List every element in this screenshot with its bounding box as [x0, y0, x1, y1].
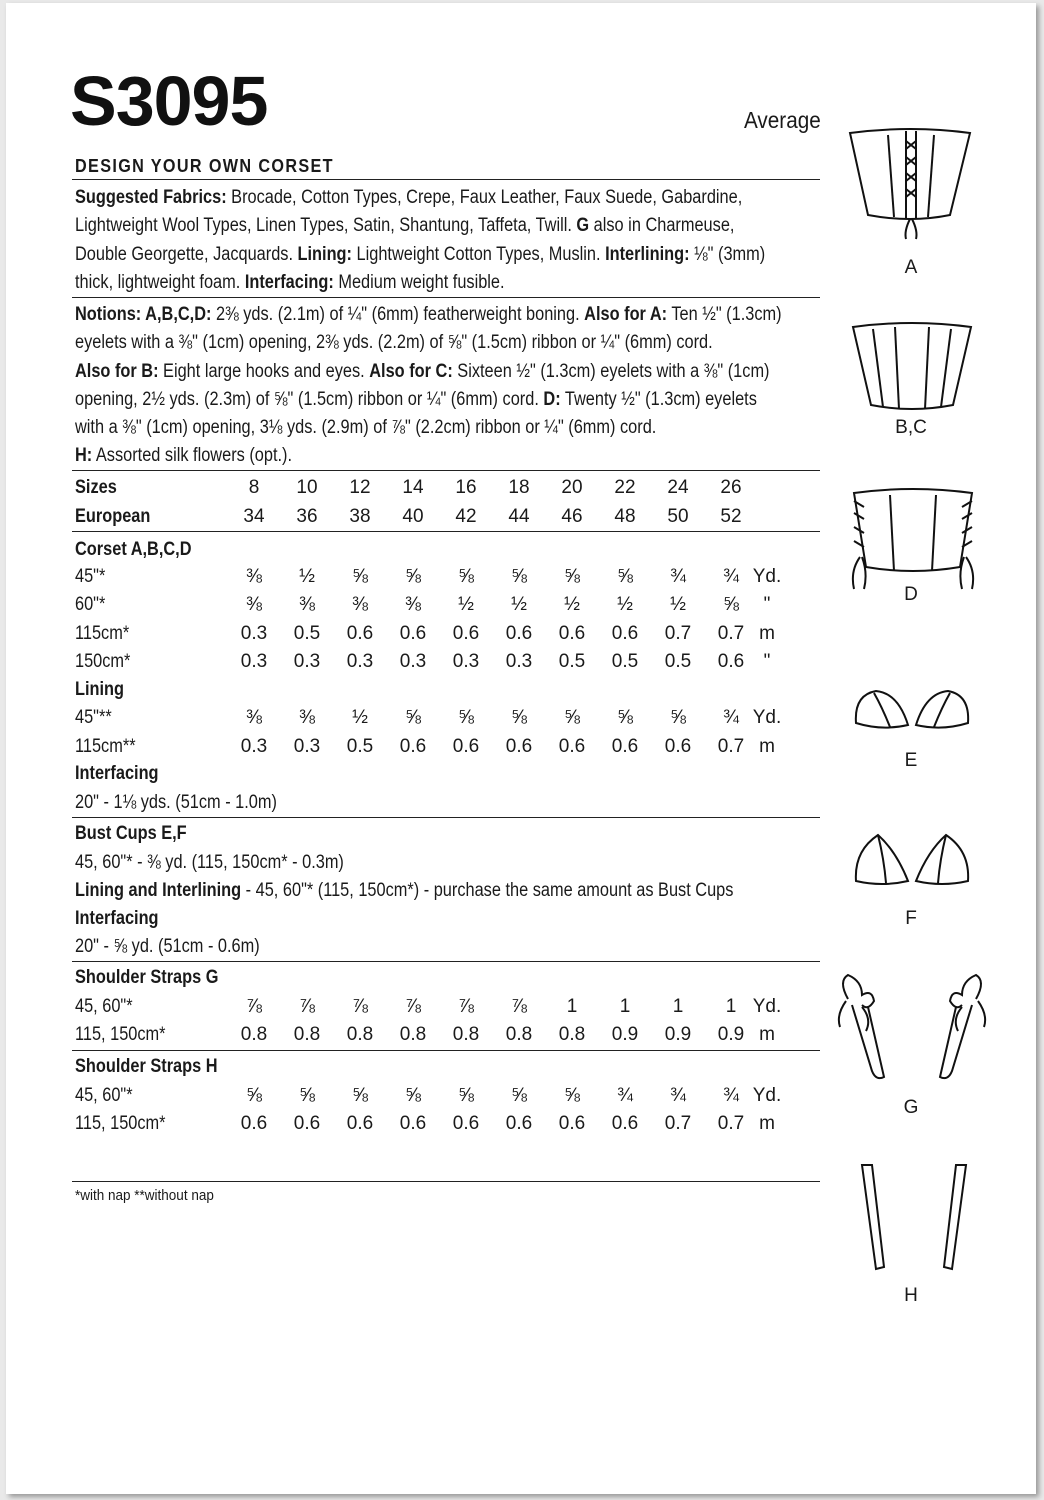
footnote: *with nap **without nap — [75, 1187, 214, 1204]
table-cell: ⅝ — [352, 1085, 368, 1106]
notions-line — [75, 329, 729, 357]
view-label-e: E — [904, 750, 918, 771]
corset-row — [75, 623, 835, 649]
notions-text-run: Twenty ½" (1.3cm) eyelets — [560, 388, 757, 410]
table-cell: 0.6 — [611, 736, 639, 757]
divider — [72, 470, 820, 471]
table-cell: 1 — [566, 996, 578, 1017]
divider — [72, 531, 820, 532]
unit-label: " — [763, 651, 771, 672]
table-cell: ⅝ — [458, 1085, 474, 1106]
table-cell: 0.3 — [293, 736, 321, 757]
table-cell: 0.6 — [293, 1113, 321, 1134]
table-cell: ⅝ — [564, 566, 580, 587]
table-cell: ⅝ — [405, 707, 421, 728]
table-cell: 0.6 — [399, 736, 427, 757]
table-cell: 0.6 — [346, 1113, 374, 1134]
fabrics-text-run: also in Charmeuse, — [589, 215, 735, 237]
interfacing-text: 20" - 1⅛ yds. (51cm - 1.0m) — [75, 792, 277, 813]
table-cell: 0.3 — [505, 651, 533, 672]
suggested-fabrics — [75, 184, 766, 297]
notions-line — [75, 386, 757, 414]
table-cell: ½ — [511, 594, 527, 615]
european-sizes-row-label: European — [75, 506, 151, 527]
view-label-d: D — [904, 584, 918, 605]
table-cell: ⅝ — [405, 1085, 421, 1106]
table-cell: 0.6 — [664, 736, 692, 757]
table-cell: 0.8 — [505, 1024, 533, 1045]
table-cell: ¾ — [670, 1085, 686, 1106]
table-cell: ⅝ — [511, 707, 527, 728]
divider — [72, 961, 820, 962]
table-cell: 46 — [561, 506, 583, 527]
table-cell: 0.6 — [558, 1113, 586, 1134]
table-cell: 0.8 — [346, 1024, 374, 1045]
table-cell: ⅜ — [246, 594, 262, 615]
table-cell: ½ — [458, 594, 474, 615]
table-cell: 12 — [349, 477, 371, 498]
notions-text-run: Assorted silk flowers (opt.). — [92, 445, 293, 467]
notions-bold-run: Also for A: — [584, 304, 668, 325]
table-cell: 0.5 — [293, 623, 321, 644]
table-cell: 0.6 — [717, 651, 745, 672]
unit-label: m — [759, 1113, 775, 1134]
table-cell: ⅞ — [352, 996, 368, 1017]
table-cell: ½ — [670, 594, 686, 615]
table-cell: 0.6 — [399, 623, 427, 644]
corset-view-a-drawing — [846, 127, 976, 247]
table-cell: ⅝ — [511, 566, 527, 587]
bust-cups-heading: Bust Cups E,F — [75, 823, 187, 844]
straps-h-row-label: 45, 60"* — [75, 1085, 133, 1106]
view-label-bc: B,C — [895, 417, 927, 438]
table-cell: ⅜ — [246, 707, 262, 728]
table-cell: ⅜ — [352, 594, 368, 615]
table-cell: 0.9 — [717, 1024, 745, 1045]
lining-row-label: 45"** — [75, 707, 112, 728]
bust-cups-lining-text: - 45, 60"* (115, 150cm*) - purchase the same amount as Bust Cups — [241, 880, 734, 901]
table-cell: 0.3 — [240, 736, 268, 757]
fabrics-text-run: Brocade, Cotton Types, Crepe, Faux Leather, Faux Suede, Gabardine, — [226, 187, 743, 208]
table-cell: 0.5 — [346, 736, 374, 757]
table-cell: ⅝ — [299, 1085, 315, 1106]
table-cell: ⅝ — [458, 707, 474, 728]
notions-text-run: Sixteen ½" (1.3cm) eyelets with a ⅜" (1cm) — [452, 360, 770, 382]
table-cell: 36 — [296, 506, 318, 527]
table-cell: 20 — [561, 477, 583, 498]
fabrics-text-run: Lightweight Wool Types, Linen Types, Satin, Shantung, Taffeta, Twill. — [75, 215, 577, 237]
table-cell: 0.3 — [452, 651, 480, 672]
notions-line — [75, 442, 729, 470]
straps-h-heading: Shoulder Straps H — [75, 1056, 218, 1077]
divider — [72, 179, 820, 180]
table-cell: ⅝ — [723, 594, 739, 615]
table-cell: 52 — [720, 506, 742, 527]
table-cell: 24 — [667, 477, 689, 498]
table-cell: 0.7 — [717, 736, 745, 757]
view-label-f: F — [905, 908, 917, 929]
fit-label: Average — [744, 107, 821, 133]
fabrics-line — [75, 269, 729, 297]
view-label-a: A — [904, 257, 918, 278]
fabrics-bold-run: Interfacing: — [244, 271, 334, 293]
table-cell: ¾ — [617, 1085, 633, 1106]
notions-line — [75, 414, 729, 442]
table-cell: 0.6 — [452, 1113, 480, 1134]
table-cell: 40 — [402, 506, 424, 527]
fabrics-bold-run: Lining: — [297, 243, 352, 265]
table-cell: ⅜ — [299, 594, 315, 615]
table-cell: ⅞ — [511, 996, 527, 1017]
table-cell: 50 — [667, 506, 689, 527]
table-cell: ⅝ — [617, 566, 633, 587]
bust-cups-view-f-drawing — [852, 831, 974, 889]
fabrics-line — [75, 241, 766, 269]
fabrics-bold-run: Suggested Fabrics: — [75, 187, 227, 208]
table-cell: ⅞ — [246, 996, 262, 1017]
fabrics-text-run: thick, lightweight foam. — [75, 271, 245, 293]
table-cell: 0.5 — [611, 651, 639, 672]
table-cell: 0.6 — [558, 736, 586, 757]
table-cell: ½ — [299, 566, 315, 587]
lining-row — [75, 736, 835, 762]
notions-text-run: opening, 2½ yds. (2.3m) of ⅝" (1.5cm) ribbon or ¼" (6mm) cord. — [75, 388, 544, 410]
table-cell: 0.6 — [399, 1113, 427, 1134]
corset-row-label: 60"* — [75, 594, 106, 615]
table-cell: ⅝ — [405, 566, 421, 587]
notions-text-run: with a ⅜" (1cm) opening, 3⅛ yds. (2.9m) of ⅞" (2.2cm) ribbon or ¼" (6mm) cord. — [75, 417, 657, 439]
fabrics-text-run: Medium weight fusible. — [333, 271, 505, 293]
table-cell: 26 — [720, 477, 742, 498]
corset-row-label: 150cm* — [75, 651, 131, 672]
table-cell: 0.5 — [664, 651, 692, 672]
notions-text-run: 2⅜ yds. (2.1m) of ¼" (6mm) featherweight boning. — [211, 304, 585, 325]
table-cell: 0.6 — [611, 1113, 639, 1134]
table-cell: 0.5 — [558, 651, 586, 672]
divider — [72, 1050, 820, 1051]
notions-bold-run: Also for B: — [75, 360, 159, 382]
notions-text-run: Ten ½" (1.3cm) — [667, 304, 782, 325]
notions — [75, 301, 782, 471]
table-cell: 16 — [455, 477, 477, 498]
straps-h-row — [75, 1085, 835, 1111]
table-cell: ⅜ — [405, 594, 421, 615]
notions-line — [75, 301, 782, 329]
divider — [72, 1181, 820, 1182]
straps-g-heading: Shoulder Straps G — [75, 967, 219, 988]
lining-row — [75, 707, 835, 733]
straps-g-row — [75, 996, 835, 1022]
pattern-envelope-back — [6, 3, 1036, 1494]
sizes-row — [75, 477, 835, 503]
bust-cups-interfacing-heading: Interfacing — [75, 908, 159, 929]
table-cell: 0.6 — [505, 1113, 533, 1134]
bust-cups-view-e-drawing — [852, 687, 974, 731]
table-cell: 0.7 — [664, 1113, 692, 1134]
corset-view-d-drawing — [848, 487, 978, 593]
table-cell: ⅝ — [564, 1085, 580, 1106]
straps-h-row-label: 115, 150cm* — [75, 1113, 166, 1134]
lining-heading: Lining — [75, 679, 125, 700]
table-cell: ½ — [617, 594, 633, 615]
table-cell: ⅝ — [617, 707, 633, 728]
notions-bold-run: Also for C: — [369, 360, 453, 382]
straps-g-row — [75, 1024, 835, 1050]
table-cell: ¾ — [723, 1085, 739, 1106]
table-cell: 0.6 — [611, 623, 639, 644]
table-cell: 1 — [725, 996, 737, 1017]
table-cell: ⅝ — [670, 707, 686, 728]
unit-label: Yd. — [752, 996, 782, 1017]
table-cell: ⅝ — [352, 566, 368, 587]
table-cell: 22 — [614, 477, 636, 498]
fabrics-bold-run: G — [576, 215, 590, 237]
shoulder-straps-view-h-drawing — [856, 1163, 972, 1273]
table-cell: ½ — [352, 707, 368, 728]
table-cell: 0.3 — [240, 651, 268, 672]
table-cell: 1 — [672, 996, 684, 1017]
table-cell: ⅞ — [299, 996, 315, 1017]
fabrics-line — [75, 184, 743, 212]
table-cell: 0.3 — [346, 651, 374, 672]
unit-label: m — [759, 1024, 775, 1045]
fabrics-text-run: ⅛" (3mm) — [689, 243, 766, 265]
table-cell: ⅝ — [458, 566, 474, 587]
table-cell: 0.8 — [452, 1024, 480, 1045]
table-cell: 44 — [508, 506, 530, 527]
notions-bold-run: H: — [75, 445, 93, 467]
fabrics-text-run: Double Georgette, Jacquards. — [75, 243, 298, 265]
unit-label: Yd. — [752, 707, 782, 728]
unit-label: " — [763, 594, 771, 615]
table-cell: 0.3 — [399, 651, 427, 672]
bust-cups-text: 45, 60"* - ⅜ yd. (115, 150cm* - 0.3m) — [75, 852, 344, 873]
view-label-g: G — [903, 1097, 919, 1118]
table-cell: ⅝ — [564, 707, 580, 728]
fabrics-line — [75, 212, 735, 240]
unit-label: Yd. — [752, 1085, 782, 1106]
table-cell: 0.3 — [293, 651, 321, 672]
divider — [72, 817, 820, 818]
table-cell: 0.9 — [664, 1024, 692, 1045]
table-cell: ⅞ — [405, 996, 421, 1017]
shoulder-straps-view-g-drawing — [832, 971, 992, 1087]
table-cell: ⅞ — [458, 996, 474, 1017]
table-cell: 0.8 — [240, 1024, 268, 1045]
pattern-subtitle: DESIGN YOUR OWN CORSET — [75, 156, 334, 176]
table-cell: 0.7 — [664, 623, 692, 644]
table-cell: ¾ — [670, 566, 686, 587]
table-cell: ⅜ — [299, 707, 315, 728]
table-cell: 0.6 — [346, 623, 374, 644]
corset-view-bc-drawing — [849, 321, 975, 413]
corset-heading: Corset A,B,C,D — [75, 539, 192, 560]
corset-row — [75, 566, 835, 592]
table-cell: 1 — [619, 996, 631, 1017]
table-cell: 48 — [614, 506, 636, 527]
notions-text-run: Eight large hooks and eyes. — [158, 360, 370, 382]
table-cell: ¾ — [723, 566, 739, 587]
view-label-h: H — [904, 1285, 918, 1306]
straps-g-row-label: 115, 150cm* — [75, 1024, 166, 1045]
table-cell: 34 — [243, 506, 265, 527]
corset-row — [75, 651, 835, 677]
table-cell: 0.6 — [505, 736, 533, 757]
table-cell: ⅝ — [246, 1085, 262, 1106]
table-cell: 0.7 — [717, 1113, 745, 1134]
straps-h-row — [75, 1113, 835, 1139]
unit-label: m — [759, 623, 775, 644]
table-cell: 18 — [508, 477, 530, 498]
table-cell: 0.6 — [558, 623, 586, 644]
straps-g-row-label: 45, 60"* — [75, 996, 133, 1017]
table-cell: 0.6 — [240, 1113, 268, 1134]
fabrics-bold-run: Interlining: — [605, 243, 690, 265]
notions-line — [75, 358, 770, 386]
unit-label: Yd. — [752, 566, 782, 587]
lining-row-label: 115cm** — [75, 736, 136, 757]
table-cell: 0.6 — [452, 736, 480, 757]
table-cell: 0.8 — [558, 1024, 586, 1045]
table-cell: 14 — [402, 477, 424, 498]
table-cell: 0.8 — [399, 1024, 427, 1045]
table-cell: 0.6 — [452, 623, 480, 644]
fabrics-text-run: Lightweight Cotton Types, Muslin. — [351, 243, 606, 265]
pattern-number: S3095 — [70, 62, 268, 140]
table-cell: 0.9 — [611, 1024, 639, 1045]
corset-row-label: 115cm* — [75, 623, 130, 644]
table-cell: 8 — [248, 477, 260, 498]
divider — [72, 297, 820, 298]
table-cell: 0.8 — [293, 1024, 321, 1045]
corset-row-label: 45"* — [75, 566, 106, 587]
table-cell: ½ — [564, 594, 580, 615]
sizes-row-label: Sizes — [75, 477, 117, 498]
table-cell: 0.7 — [717, 623, 745, 644]
table-cell: 38 — [349, 506, 371, 527]
table-cell: ¾ — [723, 707, 739, 728]
notions-bold-run: D: — [543, 388, 561, 410]
unit-label: m — [759, 736, 775, 757]
bust-cups-interfacing-text: 20" - ⅝ yd. (51cm - 0.6m) — [75, 936, 260, 957]
bust-cups-lining-line — [75, 880, 733, 902]
corset-row — [75, 594, 835, 620]
interfacing-heading: Interfacing — [75, 763, 159, 784]
european-sizes-row — [75, 506, 835, 532]
notions-bold-run: Notions: A,B,C,D: — [75, 304, 212, 325]
table-cell: 10 — [296, 477, 318, 498]
table-cell: ⅜ — [246, 566, 262, 587]
table-cell: 0.3 — [240, 623, 268, 644]
notions-text-run: eyelets with a ⅜" (1cm) opening, 2⅜ yds. (2.2m) of ⅝" (1.5cm) ribbon or ¼" (6mm) cord. — [75, 332, 713, 354]
table-cell: 42 — [455, 506, 477, 527]
table-cell: ⅝ — [511, 1085, 527, 1106]
bust-cups-lining-heading: Lining and Interlining — [75, 880, 242, 901]
table-cell: 0.6 — [505, 623, 533, 644]
